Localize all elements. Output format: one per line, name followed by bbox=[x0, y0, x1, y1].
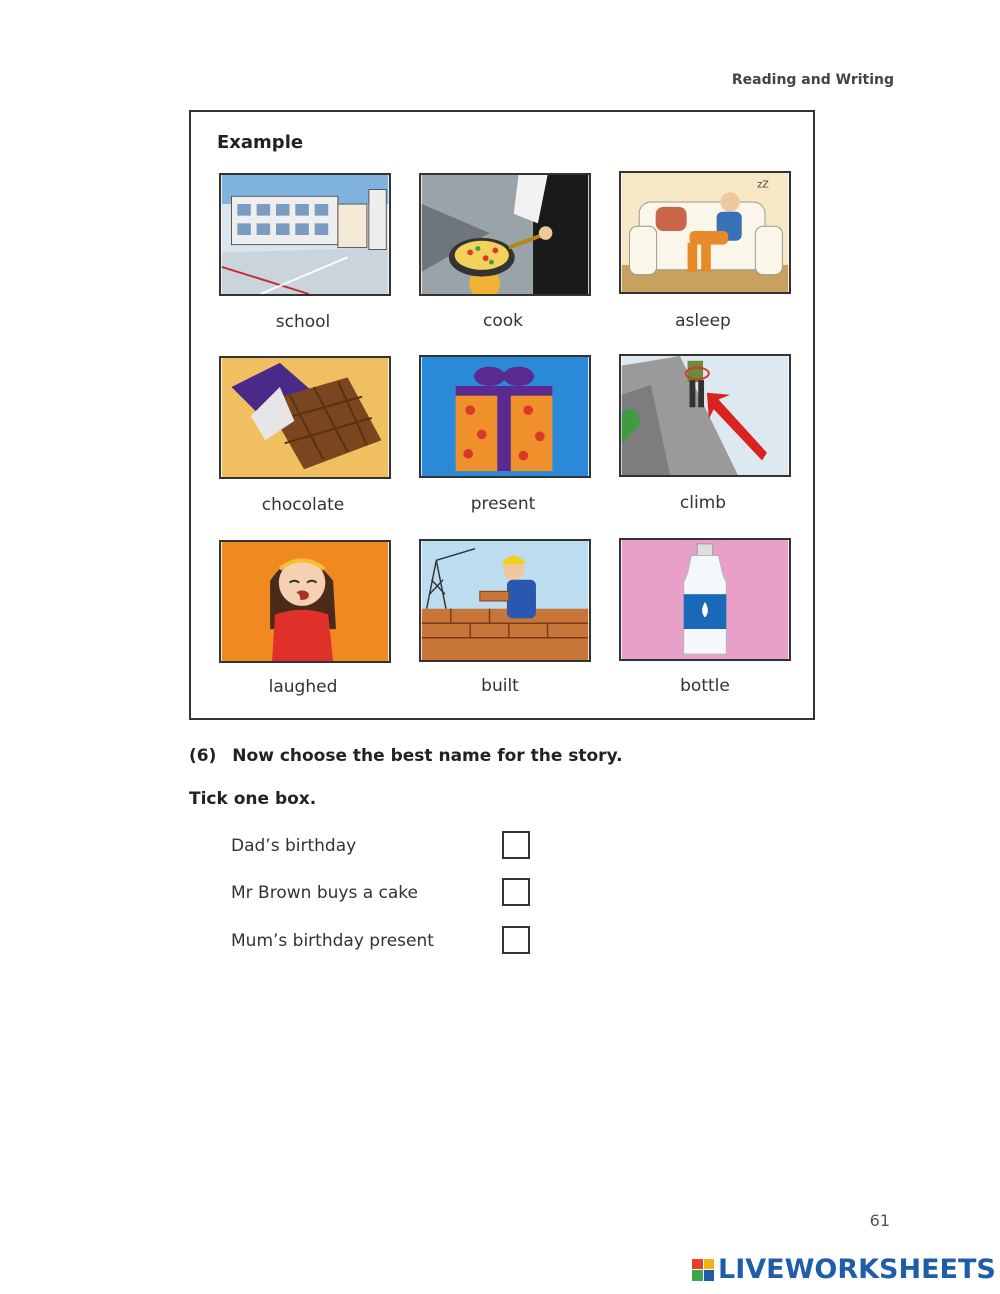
word-label: asleep bbox=[675, 311, 731, 331]
present-picture bbox=[419, 355, 591, 478]
word-label: chocolate bbox=[261, 495, 345, 515]
tick-box-mr-brown[interactable] bbox=[502, 878, 530, 906]
chocolate-picture bbox=[219, 356, 391, 479]
tick-box-mums-present[interactable] bbox=[502, 926, 530, 954]
brand-logo bbox=[692, 1254, 996, 1285]
instruction: Tick one box. bbox=[189, 789, 317, 809]
question-number: (6) bbox=[189, 746, 217, 766]
page-number: 61 bbox=[869, 1211, 890, 1230]
school-building-icon bbox=[221, 175, 389, 294]
water-bottle-icon bbox=[621, 540, 789, 659]
word-label: built bbox=[481, 676, 519, 696]
school-picture bbox=[219, 173, 391, 296]
question-heading bbox=[189, 746, 623, 766]
laughing-girl-icon bbox=[221, 542, 389, 661]
builder-bricks-icon bbox=[421, 541, 589, 660]
climber-arrow-icon bbox=[621, 356, 789, 475]
svg-text:zZ: zZ bbox=[757, 179, 769, 191]
question-text: Now choose the best name for the story. bbox=[232, 746, 623, 766]
liveworksheets-logo-icon bbox=[692, 1259, 714, 1281]
example-label: Example bbox=[217, 132, 304, 153]
sleeping-boy-sofa-icon bbox=[621, 173, 789, 292]
chocolate-bar-icon bbox=[221, 358, 389, 477]
frying-pan-icon bbox=[421, 175, 589, 294]
option-label: Dad’s birthday bbox=[231, 836, 357, 856]
gift-box-icon bbox=[421, 357, 589, 476]
laughed-picture bbox=[219, 540, 391, 663]
bottle-picture bbox=[619, 538, 791, 661]
word-label: bottle bbox=[680, 676, 730, 696]
built-picture bbox=[419, 539, 591, 662]
asleep-picture bbox=[619, 171, 791, 294]
word-label: climb bbox=[679, 493, 727, 513]
climb-picture bbox=[619, 354, 791, 477]
word-label: present bbox=[470, 494, 536, 514]
option-label: Mr Brown buys a cake bbox=[231, 883, 418, 903]
word-label: cook bbox=[483, 311, 523, 331]
tick-box-dads-birthday[interactable] bbox=[502, 831, 530, 859]
cook-picture bbox=[419, 173, 591, 296]
option-label: Mum’s birthday present bbox=[231, 931, 434, 951]
word-label: school bbox=[275, 312, 331, 332]
brand-name: LIVEWORKSHEETS bbox=[718, 1254, 996, 1285]
section-header: Reading and Writing bbox=[731, 72, 894, 88]
word-label: laughed bbox=[268, 677, 338, 697]
